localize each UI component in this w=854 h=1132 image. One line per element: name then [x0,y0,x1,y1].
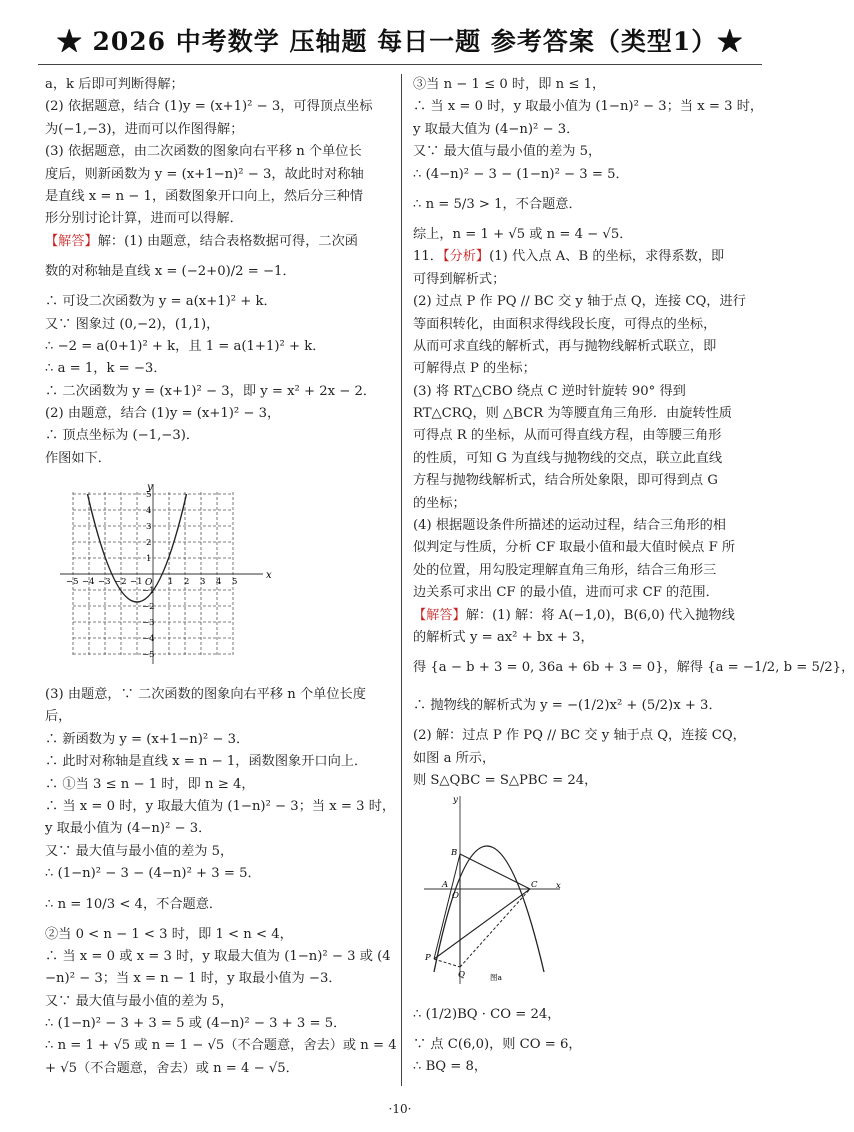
line-bc [460,854,530,889]
text-line: 可得到解析式； [413,271,506,287]
text-line: 度后，则新函数为 y = (x+1−n)² − 3，故此时对称轴 [45,166,364,182]
question-number: 11． [413,249,443,265]
answer-line [45,231,395,253]
x-tick-label: −4 [82,577,95,587]
x-tick-label: 1 [168,577,174,587]
text-line: ∴ n = 1 + √5 或 n = 1 − √5（不合题意，舍去）或 n = 4 [45,1038,397,1054]
x-tick-label: 5 [232,577,238,587]
text-line: 如图 a 所示， [413,750,496,766]
text-line: ∴ (1/2)BQ · CO = 24， [413,1007,561,1022]
x-axis-label: x [556,881,561,891]
y-tick-label: −4 [142,634,155,644]
x-tick-label: 4 [216,577,222,587]
text-line: 又∵ 最大值与最小值的差为 5， [45,843,234,859]
text-line: + √5（不合题意，舍去）或 n = 4 − √5． [45,1060,299,1076]
answer-text: 解：(1) 由题意，结合表格数据可得，二次函 [97,233,358,249]
text-line: 的性质，可知 G 为直线与抛物线的交点，联立此直线 [413,450,723,466]
y-tick-label: 3 [146,522,152,532]
y-tick-label: 4 [146,506,152,516]
answer-line [413,605,763,627]
right-column [413,74,854,793]
text-line: 处的位置，用勾股定理解直角三角形，结合三角形三 [413,562,717,578]
answer-tag: 【解答】 [45,233,98,249]
text-line: 可得点 R 的坐标，从而可得直线方程，由等腰三角形 [413,428,722,444]
text-line: 方程与抛物线解析式，结合所处象限，即可得到点 G [413,473,718,489]
text-line: (3) 将 RT△CBO 绕点 C 逆时针旋转 90° 得到 [413,383,686,399]
y-tick-label: −3 [142,618,155,628]
text-line: y 取最大值为 (4−n)² − 3． [413,121,580,137]
left-column [45,74,395,470]
analysis-tag: 【分析】 [442,249,490,265]
x-tick-label: −2 [114,577,127,587]
y-tick-label: −2 [142,602,155,612]
text-line: 边关系可求出 CF 的最小值，进而可求 CF 的范围． [413,585,719,601]
parabola-graph [58,482,288,668]
text-line: ∴ 此时对称轴是直线 x = n − 1，函数图象开口向上． [45,754,368,770]
text-line: ∴ 当 x = 0 时，y 取最大值为 (1−n)² − 3；当 x = 3 时， [45,798,396,814]
text-line: 等面积转化，由面积求得线段长度，可得点的坐标， [413,316,717,332]
point-o-label: O [452,891,459,901]
text-line: 后， [45,709,72,725]
x-axis-label: x [266,570,272,581]
y-tick-label: 5 [146,490,152,500]
point-q-label: Q [458,970,465,980]
text-line: (4) 根据题设条件所描述的运动过程，结合三角形的相 [413,518,726,534]
figure-caption: 图a [490,973,502,982]
text-line: 又∵ 最大值与最小值的差为 5， [413,144,602,160]
text-line: ∴ 新函数为 y = (x+1−n)² − 3． [45,731,250,747]
page-number: ·10· [388,1102,412,1116]
text-line: 作图如下． [45,450,111,466]
page-title: ★ 2026 中考数学 压轴题 每日一题 参考答案（类型1）★ [56,27,744,56]
header-divider [38,64,762,65]
analysis-text: (1) 代入点 A、B 的坐标，求得系数，即 [489,249,725,265]
text-line: ∴ 可设二次函数为 y = a(x+1)² + k． [45,294,277,310]
text-line: ∵ 点 C(6,0)，则 CO = 6， [413,1037,582,1052]
text-line: 从而可求直线的解析式，再与抛物线解析式联立，即 [413,338,717,354]
text-line: 似判定与性质，分析 CF 取最小值和最大值时候点 F 所 [413,540,736,556]
point-c-label: C [531,880,538,890]
text-line: 又∵ 最大值与最小值的差为 5， [45,993,234,1009]
y-tick-label: 1 [146,554,152,564]
text-line: ∴ 当 x = 0 或 x = 3 时，y 取最大值为 (1−n)² − 3 或 (4 [45,948,391,964]
y-axis-label: y [453,795,458,805]
text-line: ∴ (1−n)² − 3 − (4−n)² + 3 = 5． [45,866,261,882]
text-line: ∴ BQ = 8， [413,1059,488,1075]
text-line: 则 S△QBC = S△PBC = 24， [413,773,598,789]
text-line: ∴ n = 5/3 > 1，不合题意． [413,196,582,212]
text-line: y 取最小值为 (4−n)² − 3． [45,821,212,837]
text-line: −n)² − 3；当 x = n − 1 时，y 取最小值为 −3． [45,971,342,987]
text-line: (2) 过点 P 作 PQ // BC 交 y 轴于点 Q，连接 CQ，进行 [413,294,746,310]
right-column-continued [413,996,763,1079]
text-line: 又∵ 图象过 (0,−2)，(1,1)， [45,316,220,332]
point-b-label: B [451,848,458,858]
text-line: (2) 由题意，结合 (1)y = (x+1)² − 3， [45,406,281,422]
text-line: ③当 n − 1 ≤ 0 时，即 n ≤ 1， [413,77,606,92]
y-tick-label: −1 [142,586,155,596]
parabola-curve [434,846,544,972]
point-a-label: A [442,880,449,890]
x-tick-label: −5 [66,577,79,587]
text-line: 的解析式 y = ax² + bx + 3， [413,629,594,645]
segment-pq [434,959,460,967]
analysis-line [413,246,763,268]
text-line: ∴ 顶点坐标为 (−1,−3)． [45,428,200,444]
text-line: 的坐标； [413,495,466,511]
text-line: ②当 0 < n − 1 < 3 时，即 1 < n < 4， [45,926,293,942]
text-line: 综上，n = 1 + √5 或 n = 4 − √5． [413,226,633,242]
text-line: RT△CRQ，则 △BCR 为等腰直角三角形．由旋转性质 [413,406,732,422]
text-line: ∴ a = 1，k = −3． [45,361,167,377]
text-line: ∴ (1−n)² − 3 + 3 = 5 或 (4−n)² − 3 + 3 = 5． [45,1016,347,1032]
x-tick-label: 3 [200,577,206,587]
text-line: ∴ 当 x = 0 时，y 取最小值为 (1−n)² − 3；当 x = 3 时， [413,99,764,115]
figure-a [420,792,565,986]
text-line: ∴ 二次函数为 y = (x+1)² − 3，即 y = x² + 2x − 2． [45,383,377,399]
text-line: ∴ −2 = a(0+1)² + k，且 1 = a(1+1)² + k． [45,338,326,354]
segment-cq [460,889,530,967]
x-tick-label: −1 [130,577,143,587]
text-line: a，k 后即可判断得解； [45,77,184,92]
left-column-continued [45,684,395,1080]
x-tick-label: −3 [98,577,111,587]
text-line: (3) 依据题意，由二次函数的图象向右平移 n 个单位长 [45,144,362,160]
origin-label: O [145,578,153,588]
y-tick-label: 2 [146,538,152,548]
text-line: 得 {a − b + 3 = 0, 36a + 6b + 3 = 0}，解得 {a = −1/2, b = 5/2}， [413,660,854,676]
text-line: 可解得点 P 的坐标； [413,361,536,377]
answer-tag: 【解答】 [413,607,466,623]
text-line: 为(−1,−3)，进而可以作图得解； [45,121,244,137]
x-tick-label: 2 [184,577,190,587]
text-line: ∴ 抛物线的解析式为 y = −(1/2)x² + (5/2)x + 3． [413,698,722,714]
text-line: ∴ ①当 3 ≤ n − 1 时，即 n ≥ 4， [45,776,255,792]
text-line: (2) 依据题意，结合 (1)y = (x+1)² − 3，可得顶点坐标 [45,99,373,115]
text-line: 形分别讨论计算，进而可以得解． [45,211,243,227]
column-divider [401,74,402,1086]
text-line: 数的对称轴是直线 x = (−2+0)/2 = −1． [45,264,296,280]
y-axis-label: y [147,482,153,493]
answer-text: 解：(1) 解：将 A(−1,0)，B(6,0) 代入抛物线 [465,607,735,623]
y-tick-label: −5 [142,650,155,660]
text-line: (2) 解：过点 P 作 PQ // BC 交 y 轴于点 Q，连接 CQ， [413,728,746,744]
text-line: (3) 由题意，∵ 二次函数的图象向右平移 n 个单位长度 [45,687,366,702]
text-line: 是直线 x = n − 1，函数图象开口向上，然后分三种情 [45,188,363,204]
text-line: ∴ n = 10/3 < 4，不合题意． [45,896,223,912]
point-p-label: P [425,953,431,963]
text-line: ∴ (4−n)² − 3 − (1−n)² − 3 = 5． [413,166,629,182]
